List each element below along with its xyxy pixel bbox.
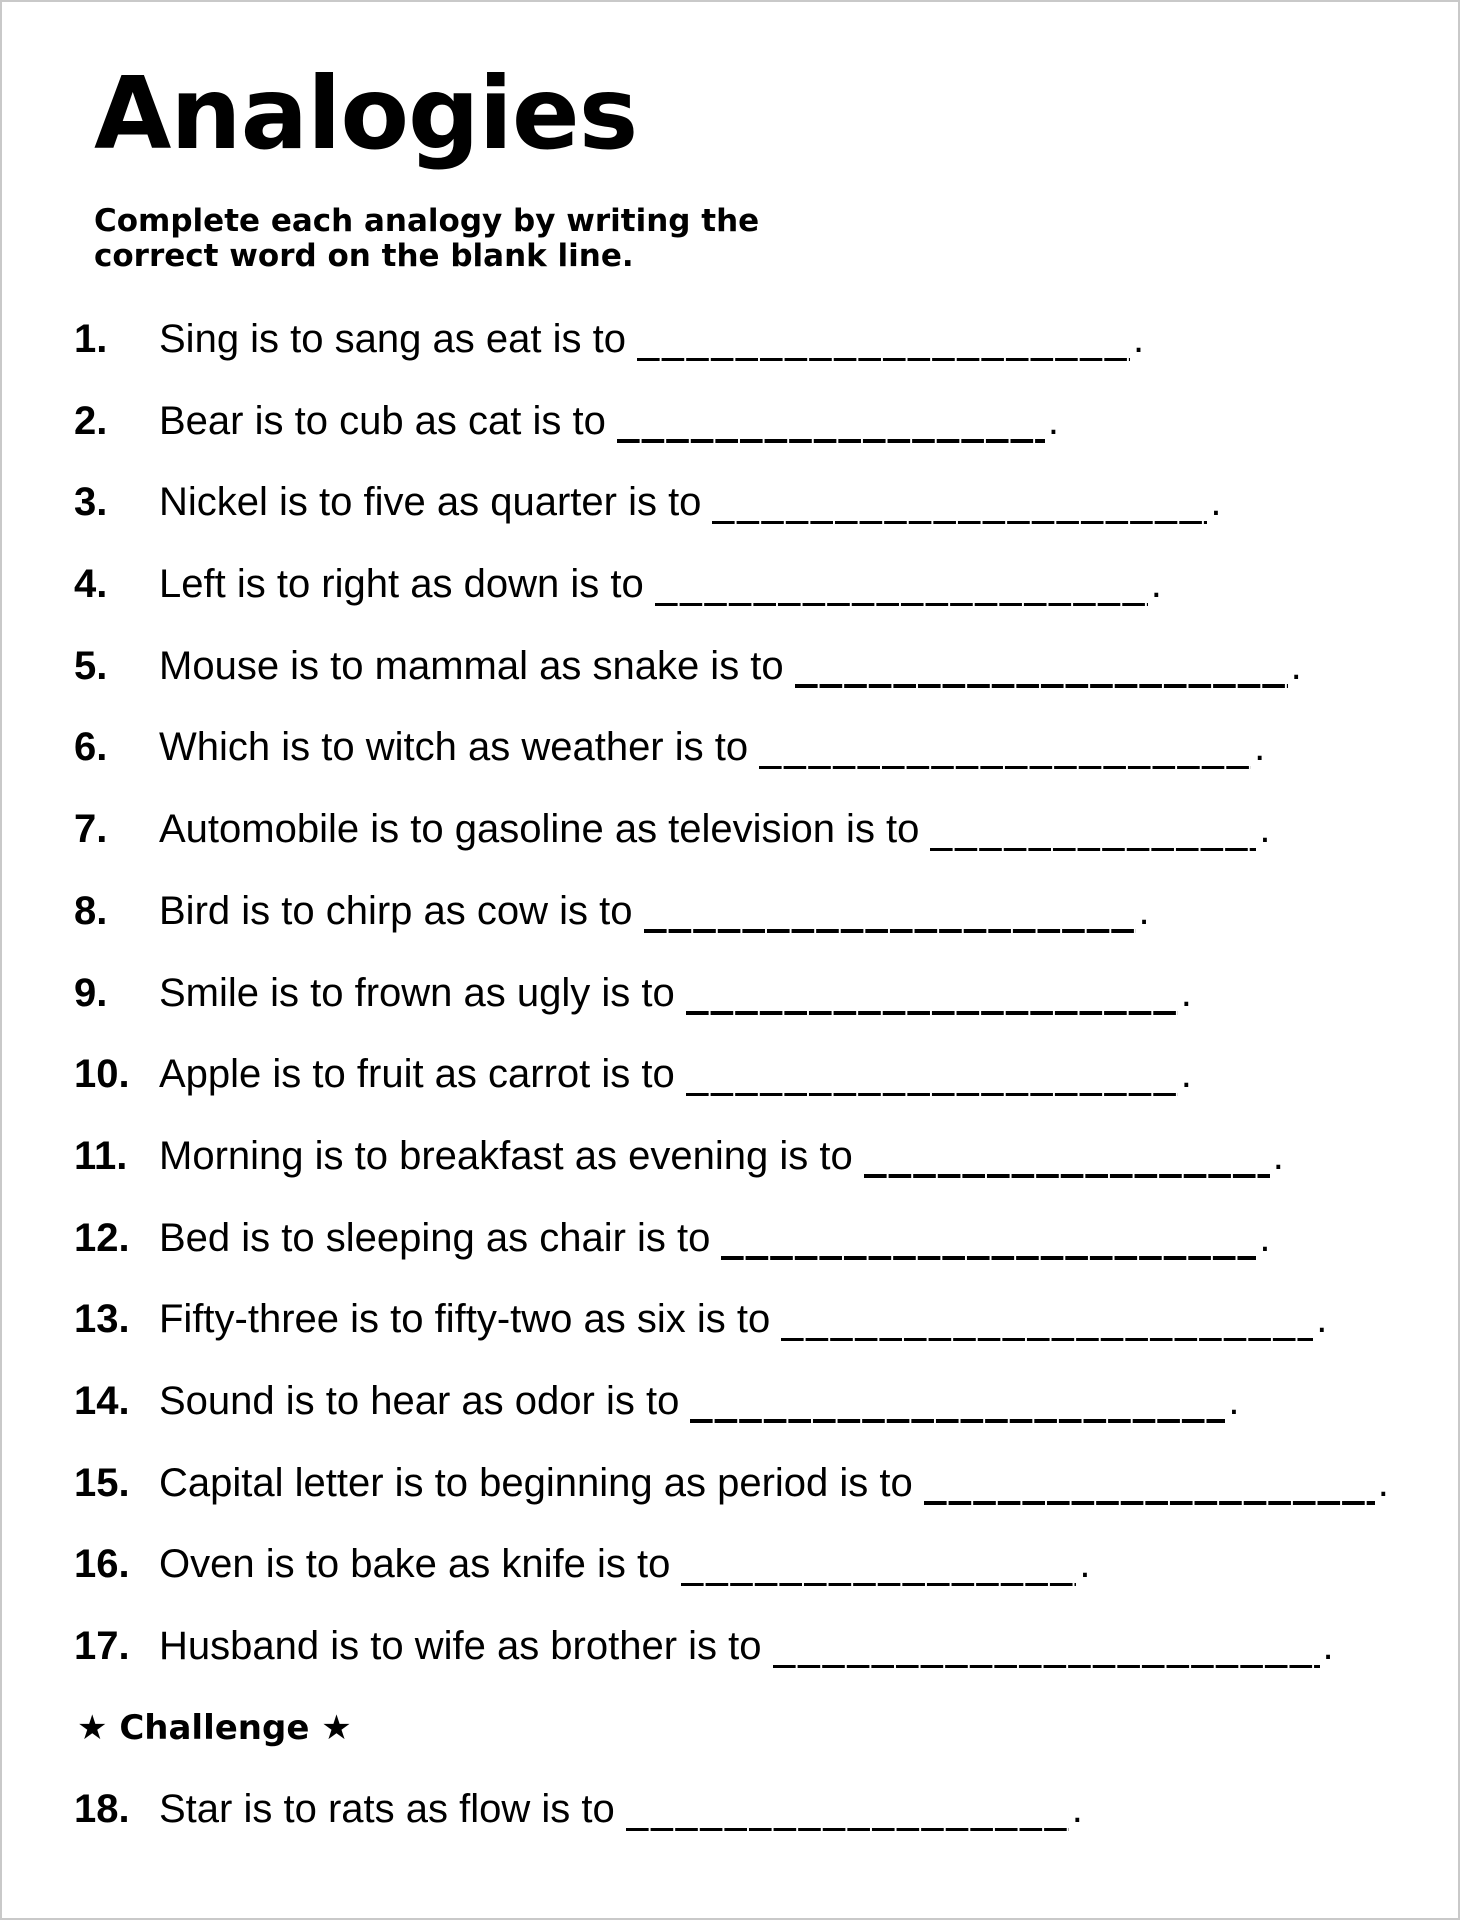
analogy-item: [2, 970, 1458, 1052]
item-text: Smile is to frown as ugly is to: [159, 970, 675, 1015]
answer-blank: [655, 594, 1148, 606]
instructions-line-2: correct word on the blank line.: [94, 238, 634, 274]
item-text: Star is to rats as flow is to: [159, 1787, 615, 1832]
item-number: 17.: [74, 1624, 130, 1668]
answer-blank: [864, 1166, 1270, 1178]
answer-blank: [637, 349, 1130, 361]
item-period: .: [1047, 398, 1059, 443]
item-number: 1.: [74, 317, 108, 361]
item-number: 3.: [74, 480, 108, 525]
item-text: Capital letter is to beginning as period is to: [159, 1460, 913, 1505]
page-title: Analogies: [94, 55, 638, 172]
answer-blank: [924, 1493, 1375, 1505]
answer-blank: [795, 676, 1288, 688]
analogy-item: [2, 888, 1458, 970]
answer-blank: [681, 1574, 1076, 1586]
item-text: Sing is to sang as eat is to: [159, 317, 626, 361]
item-text: Husband is to wife as brother is to: [159, 1624, 762, 1668]
item-text: Bear is to cub as cat is to: [159, 398, 606, 443]
item-number: 9.: [74, 970, 108, 1015]
item-text: Left is to right as down is to: [159, 562, 644, 607]
answer-blank: [930, 839, 1256, 851]
item-number: 10.: [74, 1052, 130, 1097]
answer-blank: [773, 1656, 1320, 1668]
item-text: Which is to witch as weather is to: [159, 725, 749, 770]
item-period: .: [1071, 1787, 1083, 1832]
item-number: 14.: [74, 1378, 130, 1423]
analogy-item: [2, 1786, 1458, 1868]
item-text: Apple is to fruit as carrot is to: [159, 1052, 675, 1097]
item-text: Mouse is to mammal as snake is to: [159, 643, 784, 688]
item-period: .: [1210, 480, 1222, 525]
item-period: .: [1290, 643, 1302, 688]
analogy-item: [2, 316, 1458, 398]
item-text: Nickel is to five as quarter is to: [159, 480, 702, 525]
item-period: .: [1079, 1542, 1091, 1587]
item-period: .: [1132, 317, 1145, 361]
item-text: Bird is to chirp as cow is to: [159, 888, 633, 933]
analogy-item: [2, 724, 1458, 806]
answer-blank: [690, 1411, 1225, 1423]
analogy-item: [2, 1296, 1458, 1378]
item-number: 16.: [74, 1542, 130, 1587]
item-period: .: [1180, 1052, 1192, 1097]
challenge-heading-label: ★ Challenge ★: [77, 1707, 352, 1748]
item-period: .: [1180, 970, 1192, 1015]
analogy-item: [2, 1541, 1458, 1623]
item-period: .: [1138, 888, 1150, 933]
item-number: 13.: [74, 1297, 130, 1342]
item-period: .: [1259, 807, 1271, 852]
instructions-line-1: Complete each analogy by writing the: [94, 203, 760, 239]
item-text: Sound is to hear as odor is to: [159, 1378, 680, 1423]
item-number: 5.: [74, 643, 108, 688]
analogy-item: [2, 806, 1458, 888]
item-period: .: [1272, 1133, 1284, 1178]
item-number: 2.: [74, 398, 108, 443]
item-text: Morning is to breakfast as evening is to: [159, 1133, 853, 1178]
answer-blank: [617, 431, 1045, 443]
item-text: Bed is to sleeping as chair is to: [159, 1215, 711, 1260]
answer-blank: [626, 1819, 1069, 1831]
item-period: .: [1228, 1378, 1240, 1423]
item-number: 6.: [74, 725, 108, 770]
item-number: 8.: [74, 888, 108, 933]
analogy-item: [2, 643, 1458, 725]
analogy-list: [2, 316, 1458, 1868]
item-number: 4.: [74, 562, 108, 607]
analogy-item: [2, 1051, 1458, 1133]
answer-blank: [721, 1248, 1256, 1260]
analogy-item: [2, 1215, 1458, 1297]
analogy-item: [2, 1133, 1458, 1215]
item-text: Oven is to bake as knife is to: [159, 1542, 671, 1587]
answer-blank: [686, 1084, 1178, 1096]
item-number: 7.: [74, 807, 108, 852]
item-period: .: [1377, 1460, 1389, 1505]
item-text: Fifty-three is to fifty-two as six is to: [159, 1297, 771, 1342]
item-number: 15.: [74, 1460, 130, 1505]
analogy-item: [2, 479, 1458, 561]
analogy-item: [2, 1460, 1458, 1542]
analogy-item: [2, 398, 1458, 480]
analogy-item: [2, 1623, 1458, 1705]
item-period: .: [1322, 1624, 1334, 1668]
analogy-item: [2, 1378, 1458, 1460]
answer-blank: [686, 1003, 1178, 1015]
item-period: .: [1150, 562, 1162, 607]
item-period: .: [1259, 1215, 1271, 1260]
item-number: 12.: [74, 1215, 130, 1260]
item-number: 11.: [74, 1133, 128, 1178]
answer-blank: [712, 512, 1207, 524]
item-period: .: [1316, 1297, 1328, 1342]
analogy-item: [2, 561, 1458, 643]
item-text: Automobile is to gasoline as television is to: [159, 807, 920, 852]
challenge-heading: [2, 1705, 1458, 1787]
answer-blank: [781, 1329, 1313, 1341]
item-number: 18.: [74, 1787, 130, 1832]
answer-blank: [759, 757, 1251, 769]
answer-blank: [644, 921, 1136, 933]
instructions: [94, 204, 759, 274]
item-period: .: [1254, 725, 1266, 770]
